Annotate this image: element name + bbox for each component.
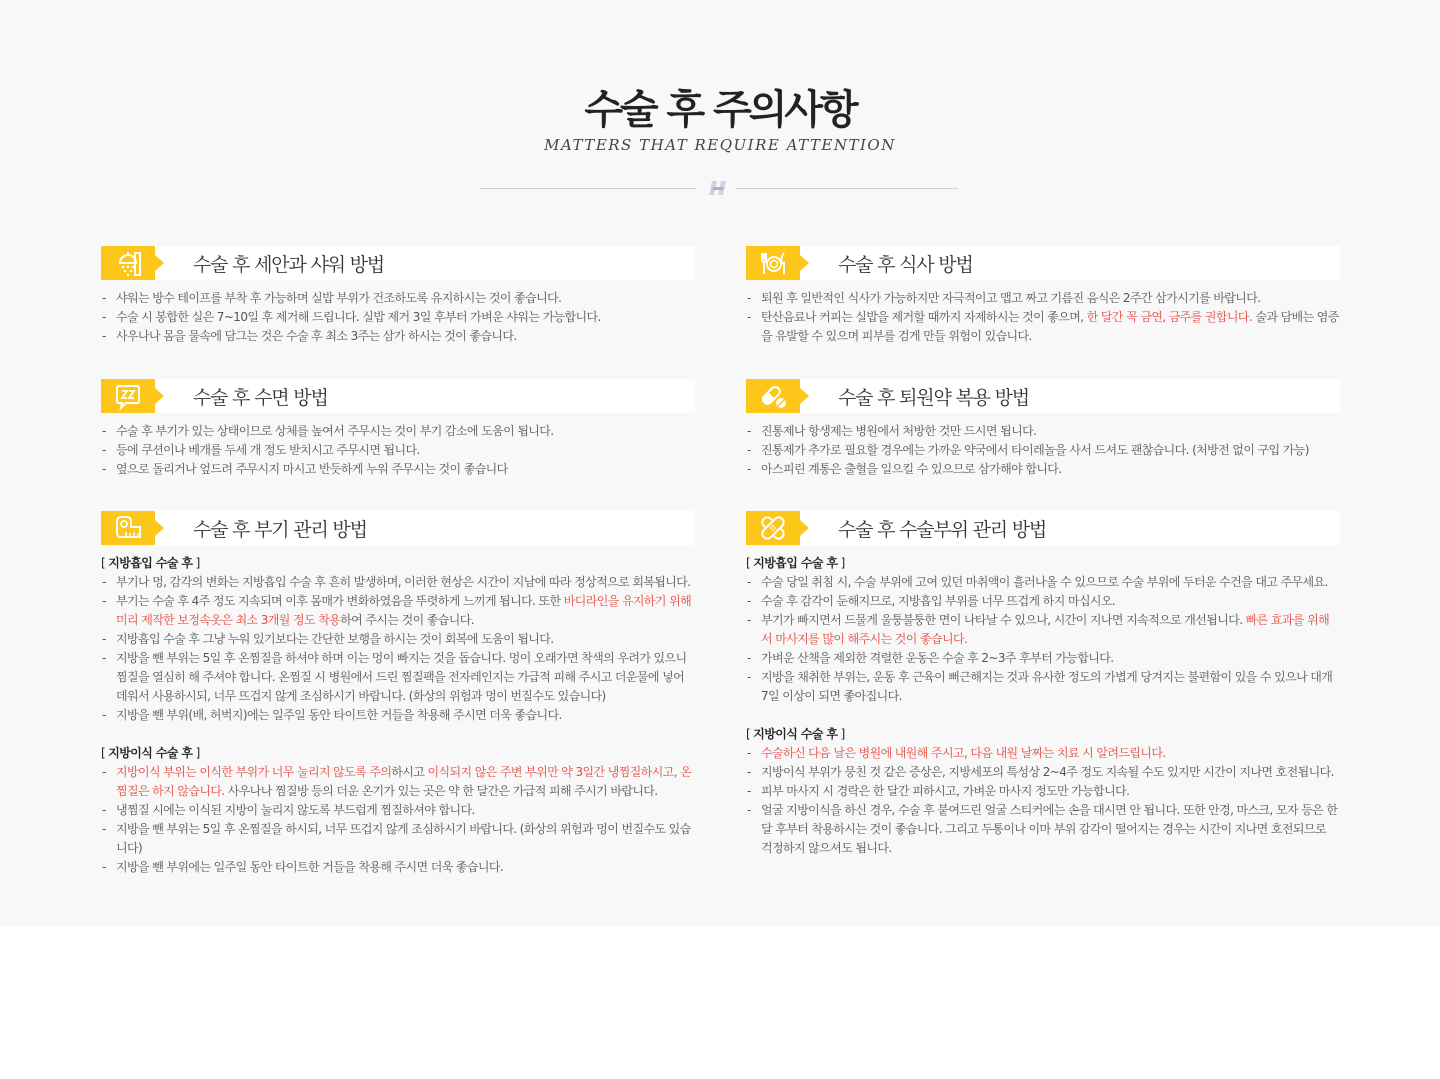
section-header (746, 511, 1340, 545)
list-item (746, 744, 1340, 763)
item-text: 사우나나 몸을 물속에 담그는 것은 수술 후 최소 3주는 삼가 하시는 것이 좋습니다. (116, 329, 517, 343)
list-item (101, 858, 695, 877)
item-text: 아스피린 계통은 출혈을 일으킬 수 있으므로 삼가해야 합니다. (761, 462, 1062, 476)
item-text: 얼굴 지방이식을 하신 경우, 수술 후 붙여드린 얼굴 스티커에는 손을 대시면 안 됩니다. 또한 안경, 마스크, 모자 등은 한 달 후부터 착용하시는 것이 좋습니다. 그리고 두통이나 이마 부위 감각이 떨어지는 경우는 시간이 지나면 호전되므로 걱정하지 않으셔도 됩니다. (761, 803, 1338, 855)
section-title: 수술 후 식사 방법 (838, 254, 973, 276)
pill-icon (758, 381, 788, 411)
item-text: 수술 후 감각이 둔해지므로, 지방흡입 부위를 너무 뜨겁게 하지 마십시오. (761, 594, 1116, 608)
item-text: 퇴원 후 일반적인 식사가 가능하지만 자극적이고 맵고 짜고 기름진 음식은 2주간 삼가시기를 바랍니다. (761, 291, 1261, 305)
divider-left (480, 188, 696, 189)
item-text: 부기나 멍, 감각의 변화는 지방흡입 수술 후 흔히 발생하며, 이러한 현상은 시간이 지남에 따라 정상적으로 회복됩니다. (116, 575, 691, 589)
section-header (101, 511, 695, 545)
section-header (746, 379, 1340, 413)
item-list (746, 573, 1340, 706)
list-item (101, 649, 695, 706)
list-item (746, 592, 1340, 611)
list-item (101, 820, 695, 858)
section-meal (746, 246, 1340, 346)
item-text: 지방이식 부위가 뭉친 것 같은 증상은, 지방세포의 특성상 2~4주 정도 지속될 수도 있지만 시간이 지나면 호전됩니다. (761, 765, 1334, 779)
section-header (101, 246, 695, 280)
list-item (101, 460, 695, 479)
subgroup-label: [ 지방이식 수술 후 ] (101, 746, 200, 760)
item-text: 부기는 수술 후 4주 정도 지속되며 이후 몸매가 변화하였음을 뚜렷하게 느끼게 됩니다. 또한 (116, 594, 564, 608)
item-list (101, 763, 695, 877)
item-text: 지방흡입 수술 후 그냥 누워 있기보다는 간단한 보행을 하시는 것이 회복에 도움이 됩니다. (116, 632, 554, 646)
item-list (101, 289, 695, 346)
list-item (746, 422, 1340, 441)
section-title: 수술 후 세안과 샤워 방법 (193, 254, 384, 276)
list-item (101, 308, 695, 327)
list-item (746, 668, 1340, 706)
item-text: 부기가 빠지면서 드물게 울퉁불퉁한 면이 나타날 수 있으나, 시간이 지나면 지속적으로 개선됩니다. (761, 613, 1246, 627)
section-title: 수술 후 퇴원약 복용 방법 (838, 387, 1029, 409)
highlight-text: 지방이식 부위는 이식한 부위가 너무 눌리지 않도록 주의 (116, 765, 392, 779)
sleep-icon (113, 381, 143, 411)
list-item (101, 422, 695, 441)
list-item (101, 573, 695, 592)
highlight-text: 바디라인을 유지하기 위해 미리 제작한 보정속옷은 최소 3개월 정도 착용 (116, 594, 692, 627)
item-text: 탄산음료나 커피는 실밥을 제거할 때까지 자제하시는 것이 좋으며, (761, 310, 1087, 324)
page-subtitle: MATTERS THAT REQUIRE ATTENTION (544, 136, 896, 154)
divider-right (736, 188, 958, 189)
subgroup-label: [ 지방이식 수술 후 ] (746, 727, 845, 741)
item-text: 가벼운 산책을 제외한 격렬한 운동은 수술 후 2~3주 후부터 가능합니다. (761, 651, 1114, 665)
section-medicine (746, 379, 1340, 479)
item-text: 샤워는 방수 테이프를 부착 후 가능하며 실밥 부위가 건조하도록 유지하시는 것이 좋습니다. (116, 291, 562, 305)
item-list (101, 422, 695, 479)
item-text: 진통제나 항생제는 병원에서 처방한 것만 드시면 됩니다. (761, 424, 1037, 438)
list-item (101, 801, 695, 820)
section-sleep (101, 379, 695, 479)
list-item (101, 289, 695, 308)
page-title: 수술 후 주의사항 (584, 87, 856, 133)
item-list (746, 744, 1340, 858)
measure-icon (113, 513, 143, 543)
highlight-text: 수술하신 다음 날은 병원에 내원해 주시고, 다음 내원 날짜는 치료 시 알려드립니다. (761, 746, 1166, 760)
item-text: 진통제가 추가로 필요할 경우에는 가까운 약국에서 타이레놀을 사서 드셔도 괜찮습니다. (처방전 없이 구입 가능) (761, 443, 1309, 457)
bandage-icon (758, 513, 788, 543)
item-text: 술과 담배는 염증을 유발할 수 있으며 피부를 검게 만들 위험이 있습니다. (761, 310, 1339, 343)
item-text: 지방을 뺀 부위는 5일 후 온찜질을 하셔야 하며 이는 멍이 빠지는 것을 돕습니다. 멍이 오래가면 착색의 우려가 있으니 찜질을 열심히 해 주셔야 합니다. 온찜질 시 병원에서 드린 찜질팩을 전자레인지는 가급적 피해 주시고 더운물에 넣어 데워서 사용하시되, 너무 뜨겁지 않게 조심하시기 바랍니다. (화상의 위험과 멍이 번질수도 있습니다) (116, 651, 687, 703)
section-header (101, 379, 695, 413)
logo-mark-icon (706, 178, 732, 198)
list-item (101, 327, 695, 346)
section-title: 수술 후 부기 관리 방법 (193, 519, 367, 541)
item-text: 지방을 뺀 부위에는 일주일 동안 타이트한 거들을 착용해 주시면 더욱 좋습니다. (116, 860, 504, 874)
section-header (746, 246, 1340, 280)
highlight-text: 한 달간 꼭 금연, 금주를 권합니다. (1086, 310, 1253, 324)
list-item (746, 763, 1340, 782)
item-list (746, 289, 1340, 346)
highlight-text: 빠른 효과를 위해서 마사지를 많이 해주시는 것이 좋습니다. (761, 613, 1330, 646)
item-text: 등에 쿠션이나 베개를 두세 개 정도 받치시고 주무시면 됩니다. (116, 443, 420, 457)
list-item (746, 573, 1340, 592)
section-site (746, 511, 1340, 858)
item-text: 옆으로 돌리거나 엎드려 주무시지 마시고 반듯하게 누워 주무시는 것이 좋습니다 (116, 462, 508, 476)
list-item (746, 649, 1340, 668)
list-item (101, 763, 695, 801)
item-text: 하여 주시는 것이 좋습니다. (340, 613, 474, 627)
item-list (746, 422, 1340, 479)
item-text: 하시고 (391, 765, 428, 779)
list-item (101, 441, 695, 460)
item-text: 지방을 뺀 부위(배, 허벅지)에는 일주일 동안 타이트한 거들을 착용해 주시면 더욱 좋습니다. (116, 708, 562, 722)
list-item (101, 592, 695, 630)
subgroup-label: [ 지방흡입 수술 후 ] (746, 556, 845, 570)
item-text: 지방을 뺀 부위는 5일 후 온찜질을 하시되, 너무 뜨겁지 않게 조심하시기 바랍니다. (화상의 위험과 멍이 번질수도 있습니다) (116, 822, 691, 855)
item-text: 수술 시 봉합한 실은 7~10일 후 제거해 드립니다. 실밥 제거 3일 후부터 가벼운 샤워는 가능합니다. (116, 310, 601, 324)
item-text: 피부 마사지 시 경락은 한 달간 피하시고, 가벼운 마사지 정도만 가능합니다. (761, 784, 1130, 798)
section-wash (101, 246, 695, 346)
list-item (101, 630, 695, 649)
item-text: 수술 당일 취침 시, 수술 부위에 고여 있던 마취액이 흘러나올 수 있으므로 수술 부위에 두터운 수건을 대고 주무세요. (761, 575, 1328, 589)
item-text: 냉찜질 시에는 이식된 지방이 눌리지 않도록 부드럽게 찜질하셔야 합니다. (116, 803, 475, 817)
list-item (101, 706, 695, 725)
list-item (746, 801, 1340, 858)
list-item (746, 460, 1340, 479)
item-list (101, 573, 695, 725)
list-item (746, 611, 1340, 649)
list-item (746, 308, 1340, 346)
section-swelling (101, 511, 695, 877)
list-item (746, 289, 1340, 308)
item-text: 수술 후 부기가 있는 상태이므로 상체를 높여서 주무시는 것이 부기 감소에 도움이 됩니다. (116, 424, 554, 438)
dining-icon (758, 248, 788, 278)
shower-icon (113, 248, 143, 278)
list-item (746, 441, 1340, 460)
list-item (746, 782, 1340, 801)
section-title: 수술 후 수면 방법 (193, 387, 328, 409)
item-text: 지방을 채취한 부위는, 운동 후 근육이 뻐근해지는 것과 유사한 정도의 가볍게 당겨지는 불편함이 있을 수 있으나 대개 7일 이상이 되면 좋아집니다. (761, 670, 1333, 703)
item-text: 사우나나 찜질방 등의 더운 온기가 있는 곳은 약 한 달간은 가급적 피해 주시기 바랍니다. (224, 784, 658, 798)
highlight-text: 이식되지 않은 주변 부위만 약 3일간 냉찜질하시고, 온찜질은 하지 않습니다. (116, 765, 692, 798)
subgroup-label: [ 지방흡입 수술 후 ] (101, 556, 200, 570)
section-title: 수술 후 수술부위 관리 방법 (838, 519, 1047, 541)
